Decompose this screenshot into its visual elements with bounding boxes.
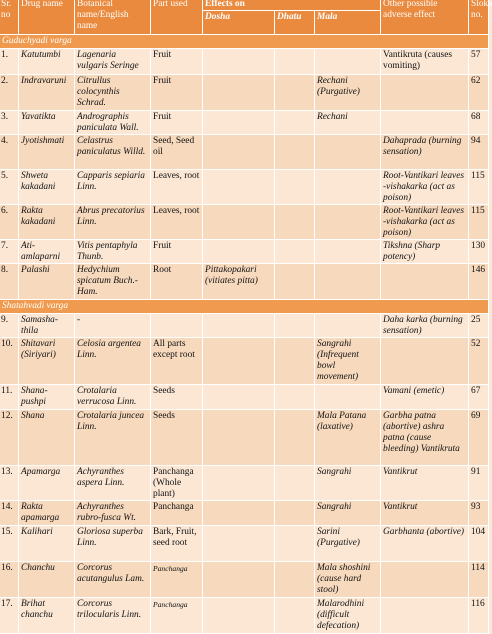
table-row	[0, 135, 489, 170]
cell-dosha	[203, 410, 275, 466]
cell-dhatu	[275, 466, 315, 501]
cell-drug: Shitavari (Siriyari)	[19, 338, 75, 385]
cell-dosha	[203, 598, 275, 634]
header-sr: Sr. no	[0, 0, 19, 35]
cell-sr: 10.	[0, 338, 19, 385]
cell-adverse	[381, 338, 469, 385]
cell-dosha	[203, 562, 275, 598]
cell-adverse	[381, 562, 469, 598]
cell-mala	[315, 205, 381, 240]
cell-drug: Jyotishmati	[19, 135, 75, 170]
cell-mala: Malarodhini (difficult defecation)	[315, 598, 381, 634]
table-row	[0, 562, 489, 598]
cell-part: Fruit	[151, 111, 203, 135]
cell-drug: Rakta kakadani	[19, 205, 75, 240]
cell-part: Bark, Fruit, seed root	[151, 526, 203, 562]
cell-dhatu	[275, 501, 315, 526]
cell-part: Fruit	[151, 240, 203, 264]
table-row	[0, 205, 489, 240]
cell-sloka: 25	[469, 314, 489, 338]
cell-botanical: Hedychium spicatum Buch.-Ham.	[75, 264, 151, 300]
cell-sloka: 130	[469, 240, 489, 264]
cell-mala: Mala Patana (laxative)	[315, 410, 381, 466]
cell-dhatu	[275, 598, 315, 634]
cell-mala	[315, 314, 381, 338]
section-title: Guduchyadi varga	[0, 35, 489, 49]
cell-part: Panchanga	[151, 501, 203, 526]
cell-drug: Apamarga	[19, 466, 75, 501]
cell-drug: Samasha-thila	[19, 314, 75, 338]
cell-drug: Indravaruni	[19, 75, 75, 111]
cell-adverse: Vantikrut	[381, 501, 469, 526]
cell-drug: Shweta kakadani	[19, 170, 75, 205]
cell-sr: 3.	[0, 111, 19, 135]
cell-drug: Yavatikta	[19, 111, 75, 135]
table-row	[0, 598, 489, 634]
cell-sloka: 91	[469, 466, 489, 501]
cell-sr: 13.	[0, 466, 19, 501]
cell-dosha	[203, 49, 275, 75]
cell-drug: Ati-amlaparni	[19, 240, 75, 264]
header-part-used: Part used	[151, 0, 203, 35]
cell-sr: 12.	[0, 410, 19, 466]
cell-dhatu	[275, 385, 315, 410]
cell-sr: 16.	[0, 562, 19, 598]
cell-sloka: 115	[469, 170, 489, 205]
cell-sr: 9.	[0, 314, 19, 338]
table-body	[0, 35, 489, 634]
cell-sloka: 115	[469, 205, 489, 240]
cell-botanical: Achyranthes aspera Linn.	[75, 466, 151, 501]
cell-sloka: 57	[469, 49, 489, 75]
cell-adverse: Dahaprada (burning sensation)	[381, 135, 469, 170]
cell-sr: 14.	[0, 501, 19, 526]
cell-dosha	[203, 111, 275, 135]
cell-part: Seeds	[151, 385, 203, 410]
cell-dosha	[203, 526, 275, 562]
cell-part: Seed, Seed oil	[151, 135, 203, 170]
cell-dhatu	[275, 240, 315, 264]
cell-mala	[315, 49, 381, 75]
cell-sloka: 67	[469, 385, 489, 410]
cell-botanical: Andrographis paniculata Wall.	[75, 111, 151, 135]
cell-sr: 17.	[0, 598, 19, 634]
cell-adverse: Root-Vantikari leaves -vishakarka (act as poison)	[381, 205, 469, 240]
cell-dosha	[203, 240, 275, 264]
table-row	[0, 170, 489, 205]
cell-dhatu	[275, 314, 315, 338]
header-sloka: Sloka no.	[469, 0, 489, 35]
cell-botanical: Vitis pentaphyla Thunb.	[75, 240, 151, 264]
cell-part: Leaves, root	[151, 170, 203, 205]
section-header-guduchyadi	[0, 35, 489, 49]
cell-sr: 11.	[0, 385, 19, 410]
cell-sloka: 116	[469, 598, 489, 634]
cell-dosha	[203, 75, 275, 111]
cell-dosha	[203, 338, 275, 385]
cell-sloka: 62	[469, 75, 489, 111]
cell-adverse: Vantikruta (causes vomiting)	[381, 49, 469, 75]
cell-adverse: Garbhanta (abortive)	[381, 526, 469, 562]
cell-drug: Katutumbi	[19, 49, 75, 75]
cell-drug: Brihat chanchu	[19, 598, 75, 634]
table-row	[0, 385, 489, 410]
header-dhatu: Dhatu	[275, 11, 315, 35]
cell-sloka: 104	[469, 526, 489, 562]
cell-drug: Palashi	[19, 264, 75, 300]
cell-mala	[315, 385, 381, 410]
table-row	[0, 526, 489, 562]
cell-dhatu	[275, 49, 315, 75]
table-row	[0, 111, 489, 135]
cell-part: Leaves, root	[151, 205, 203, 240]
cell-botanical: Crotalaria juncea Linn.	[75, 410, 151, 466]
cell-sr: 1.	[0, 49, 19, 75]
cell-botanical: Corcorus trilocularis Linn.	[75, 598, 151, 634]
cell-adverse: Garbha patna (abortive) ashra patna (cause bleeding) Vantikruta	[381, 410, 469, 466]
cell-dosha	[203, 314, 275, 338]
cell-adverse	[381, 75, 469, 111]
cell-sr: 15.	[0, 526, 19, 562]
cell-part	[151, 314, 203, 338]
cell-adverse	[381, 111, 469, 135]
cell-part: Panchanga	[151, 562, 203, 598]
cell-sr: 6.	[0, 205, 19, 240]
cell-sr: 8.	[0, 264, 19, 300]
cell-botanical: Celastrus paniculatus Willd.	[75, 135, 151, 170]
cell-drug: Chanchu	[19, 562, 75, 598]
header-mala: Mala	[315, 11, 381, 35]
cell-botanical: Lagenaria vulgaris Seringe	[75, 49, 151, 75]
table-row	[0, 501, 489, 526]
table-row	[0, 338, 489, 385]
cell-mala: Rechani (Purgative)	[315, 75, 381, 111]
cell-adverse	[381, 598, 469, 634]
cell-adverse: Vamani (emetic)	[381, 385, 469, 410]
cell-botanical: Corcorus acutangulus Lam.	[75, 562, 151, 598]
cell-dhatu	[275, 264, 315, 300]
cell-dhatu	[275, 338, 315, 385]
cell-part: Panchanga	[151, 598, 203, 634]
cell-adverse: Root-Vantikari leaves -vishakarka (act as poison)	[381, 170, 469, 205]
cell-adverse: Daha karka (burning sensation)	[381, 314, 469, 338]
cell-part: All parts except root	[151, 338, 203, 385]
cell-adverse	[381, 264, 469, 300]
cell-dhatu	[275, 205, 315, 240]
cell-dosha: Pittakopakari (vitiates pitta)	[203, 264, 275, 300]
cell-sloka: 146	[469, 264, 489, 300]
header-adverse-effect: Other possible adverse effect	[381, 0, 469, 35]
header-botanical-name: Botanical name/English name	[75, 0, 151, 35]
cell-mala: Sangrahi	[315, 501, 381, 526]
cell-drug: Shana-pushpi	[19, 385, 75, 410]
cell-dhatu	[275, 170, 315, 205]
cell-botanical: Crotalaria verrucosa Linn.	[75, 385, 151, 410]
cell-mala	[315, 135, 381, 170]
header-row-top	[0, 0, 489, 11]
cell-botanical: Citrullus colocynthis Schrad.	[75, 75, 151, 111]
table-row	[0, 466, 489, 501]
cell-dhatu	[275, 410, 315, 466]
cell-sloka: 114	[469, 562, 489, 598]
table-row	[0, 75, 489, 111]
table-row	[0, 410, 489, 466]
cell-dhatu	[275, 111, 315, 135]
cell-sloka: 52	[469, 338, 489, 385]
cell-dhatu	[275, 75, 315, 111]
section-header-shatahvadi	[0, 300, 489, 314]
cell-mala	[315, 264, 381, 300]
cell-part: Panchanga (Whole plant)	[151, 466, 203, 501]
cell-botanical: Abrus precatorius Linn.	[75, 205, 151, 240]
cell-botanical: Gloriosa superba Linn.	[75, 526, 151, 562]
cell-adverse: Vantikrut	[381, 466, 469, 501]
cell-botanical: Capparis sepiaria Linn.	[75, 170, 151, 205]
cell-dhatu	[275, 562, 315, 598]
table-row	[0, 264, 489, 300]
cell-dosha	[203, 135, 275, 170]
header-drug-name: Drug name	[19, 0, 75, 35]
cell-botanical: Achyranthes rubro-fusca Wt.	[75, 501, 151, 526]
cell-mala: Sangrahi	[315, 466, 381, 501]
cell-mala	[315, 240, 381, 264]
cell-sloka: 69	[469, 410, 489, 466]
cell-sr: 4.	[0, 135, 19, 170]
cell-dhatu	[275, 526, 315, 562]
cell-sr: 2.	[0, 75, 19, 111]
cell-dosha	[203, 205, 275, 240]
header-dosha: Dosha	[203, 11, 275, 35]
table-row	[0, 314, 489, 338]
cell-sloka: 94	[469, 135, 489, 170]
cell-mala: Sarini (Purgative)	[315, 526, 381, 562]
cell-drug: Rakta apamarga	[19, 501, 75, 526]
cell-mala: Sangrahi (Infrequent bowl movement)	[315, 338, 381, 385]
cell-sloka: 93	[469, 501, 489, 526]
section-title: Shatahvadi varga	[0, 300, 489, 314]
cell-dosha	[203, 466, 275, 501]
cell-sloka: 68	[469, 111, 489, 135]
cell-drug: Kalihari	[19, 526, 75, 562]
cell-mala: Mala shoshini (cause hard stool)	[315, 562, 381, 598]
cell-mala: Rechani	[315, 111, 381, 135]
cell-adverse: Tikshna (Sharp potency)	[381, 240, 469, 264]
cell-part: Seeds	[151, 410, 203, 466]
cell-botanical: Celosia argentea Linn.	[75, 338, 151, 385]
table-row	[0, 240, 489, 264]
cell-part: Root	[151, 264, 203, 300]
cell-drug: Shana	[19, 410, 75, 466]
cell-dhatu	[275, 135, 315, 170]
cell-dosha	[203, 385, 275, 410]
cell-dosha	[203, 170, 275, 205]
cell-part: Fruit	[151, 49, 203, 75]
cell-sr: 7.	[0, 240, 19, 264]
table-row	[0, 49, 489, 75]
cell-part: Fruit	[151, 75, 203, 111]
cell-dosha	[203, 501, 275, 526]
cell-mala	[315, 170, 381, 205]
cell-sr: 5.	[0, 170, 19, 205]
cell-botanical: -	[75, 314, 151, 338]
header-effects-on: Effects on	[203, 0, 381, 11]
